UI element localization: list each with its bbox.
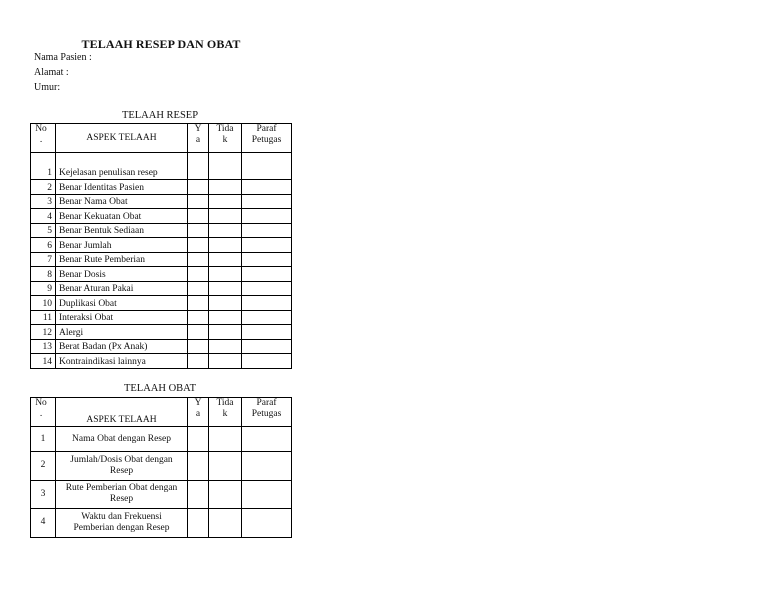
tidak-cell (209, 153, 242, 180)
ya-cell (188, 310, 209, 325)
row-aspek: Benar Identitas Pasien (56, 180, 188, 195)
tidak-cell (209, 180, 242, 195)
ya-cell (188, 252, 209, 267)
table-row (31, 281, 292, 296)
ya-cell (188, 194, 209, 209)
ya-cell (188, 296, 209, 311)
ya-cell (188, 209, 209, 224)
table-row (31, 267, 292, 282)
row-aspek: Nama Obat dengan Resep (56, 427, 188, 452)
paraf-cell (242, 296, 292, 311)
tidak-cell (209, 354, 242, 369)
header-no: No . (31, 398, 56, 427)
header-aspek: ASPEK TELAAH (56, 398, 188, 427)
row-aspek: Duplikasi Obat (56, 296, 188, 311)
telaah-obat-caption: TELAAH OBAT (123, 383, 197, 394)
row-number: 9 (31, 281, 56, 296)
row-aspek: Benar Kekuatan Obat (56, 209, 188, 224)
ya-cell (188, 281, 209, 296)
row-number: 1 (31, 427, 56, 452)
tidak-cell (209, 427, 242, 452)
row-aspek: Benar Nama Obat (56, 194, 188, 209)
row-aspek: Benar Rute Pemberian (56, 252, 188, 267)
paraf-cell (242, 509, 292, 538)
row-number: 2 (31, 180, 56, 195)
row-number: 10 (31, 296, 56, 311)
tidak-cell (209, 296, 242, 311)
table-row (31, 427, 292, 452)
paraf-cell (242, 354, 292, 369)
paraf-cell (242, 238, 292, 253)
paraf-cell (242, 427, 292, 452)
row-aspek: Kontraindikasi lainnya (56, 354, 188, 369)
tidak-cell (209, 339, 242, 354)
ya-cell (188, 452, 209, 481)
header-tidak: Tida k (209, 398, 242, 427)
ya-cell (188, 223, 209, 238)
table-row (31, 180, 292, 195)
row-number: 4 (31, 209, 56, 224)
table-row (31, 223, 292, 238)
tidak-cell (209, 252, 242, 267)
header-paraf: Paraf Petugas (242, 398, 292, 427)
table-header-row (31, 398, 292, 427)
header-aspek: ASPEK TELAAH (56, 124, 188, 153)
tidak-cell (209, 194, 242, 209)
ya-cell (188, 339, 209, 354)
row-aspek: Jumlah/Dosis Obat dengan Resep (56, 452, 188, 481)
paraf-cell (242, 180, 292, 195)
row-aspek: Benar Aturan Pakai (56, 281, 188, 296)
ya-cell (188, 153, 209, 180)
paraf-cell (242, 252, 292, 267)
row-aspek: Berat Badan (Px Anak) (56, 339, 188, 354)
table-row (31, 238, 292, 253)
paraf-cell (242, 153, 292, 180)
tidak-cell (209, 310, 242, 325)
row-aspek: Benar Dosis (56, 267, 188, 282)
paraf-cell (242, 339, 292, 354)
row-number: 2 (31, 452, 56, 481)
table-row (31, 480, 292, 509)
row-number: 4 (31, 509, 56, 538)
row-aspek: Benar Bentuk Sediaan (56, 223, 188, 238)
header-tidak: Tida k (209, 124, 242, 153)
umur-field: Umur: (34, 82, 61, 93)
row-number: 8 (31, 267, 56, 282)
tidak-cell (209, 480, 242, 509)
telaah-obat-table (30, 397, 292, 538)
ya-cell (188, 325, 209, 340)
paraf-cell (242, 310, 292, 325)
paraf-cell (242, 325, 292, 340)
document-title: TELAAH RESEP DAN OBAT (81, 37, 241, 51)
paraf-cell (242, 480, 292, 509)
tidak-cell (209, 209, 242, 224)
table-row (31, 310, 292, 325)
paraf-cell (242, 209, 292, 224)
table-row (31, 252, 292, 267)
alamat-field: Alamat : (34, 67, 69, 78)
row-number: 13 (31, 339, 56, 354)
table-row (31, 209, 292, 224)
row-number: 12 (31, 325, 56, 340)
tidak-cell (209, 238, 242, 253)
table-header-row (31, 124, 292, 153)
telaah-resep-table (30, 123, 292, 369)
ya-cell (188, 267, 209, 282)
header-no: No . (31, 124, 56, 153)
tidak-cell (209, 267, 242, 282)
nama-pasien-field: Nama Pasien : (34, 52, 92, 63)
header-ya: Y a (188, 124, 209, 153)
row-number: 3 (31, 194, 56, 209)
tidak-cell (209, 281, 242, 296)
row-aspek: Benar Jumlah (56, 238, 188, 253)
header-ya: Y a (188, 398, 209, 427)
row-number: 11 (31, 310, 56, 325)
paraf-cell (242, 452, 292, 481)
paraf-cell (242, 267, 292, 282)
header-paraf: Paraf Petugas (242, 124, 292, 153)
ya-cell (188, 509, 209, 538)
table-row (31, 354, 292, 369)
table-row (31, 296, 292, 311)
ya-cell (188, 238, 209, 253)
table-row (31, 339, 292, 354)
tidak-cell (209, 509, 242, 538)
table-row (31, 452, 292, 481)
row-aspek: Kejelasan penulisan resep (56, 153, 188, 180)
row-number: 6 (31, 238, 56, 253)
tidak-cell (209, 325, 242, 340)
row-number: 5 (31, 223, 56, 238)
table-row (31, 194, 292, 209)
paraf-cell (242, 194, 292, 209)
table-row (31, 153, 292, 180)
row-aspek: Alergi (56, 325, 188, 340)
telaah-resep-caption: TELAAH RESEP (121, 110, 199, 121)
paraf-cell (242, 223, 292, 238)
paraf-cell (242, 281, 292, 296)
row-number: 7 (31, 252, 56, 267)
row-number: 1 (31, 153, 56, 180)
tidak-cell (209, 223, 242, 238)
row-number: 3 (31, 480, 56, 509)
ya-cell (188, 180, 209, 195)
table-row (31, 509, 292, 538)
row-aspek: Waktu dan Frekuensi Pemberian dengan Resep (56, 509, 188, 538)
ya-cell (188, 480, 209, 509)
row-aspek: Rute Pemberian Obat dengan Resep (56, 480, 188, 509)
ya-cell (188, 354, 209, 369)
tidak-cell (209, 452, 242, 481)
row-number: 14 (31, 354, 56, 369)
ya-cell (188, 427, 209, 452)
table-row (31, 325, 292, 340)
row-aspek: Interaksi Obat (56, 310, 188, 325)
